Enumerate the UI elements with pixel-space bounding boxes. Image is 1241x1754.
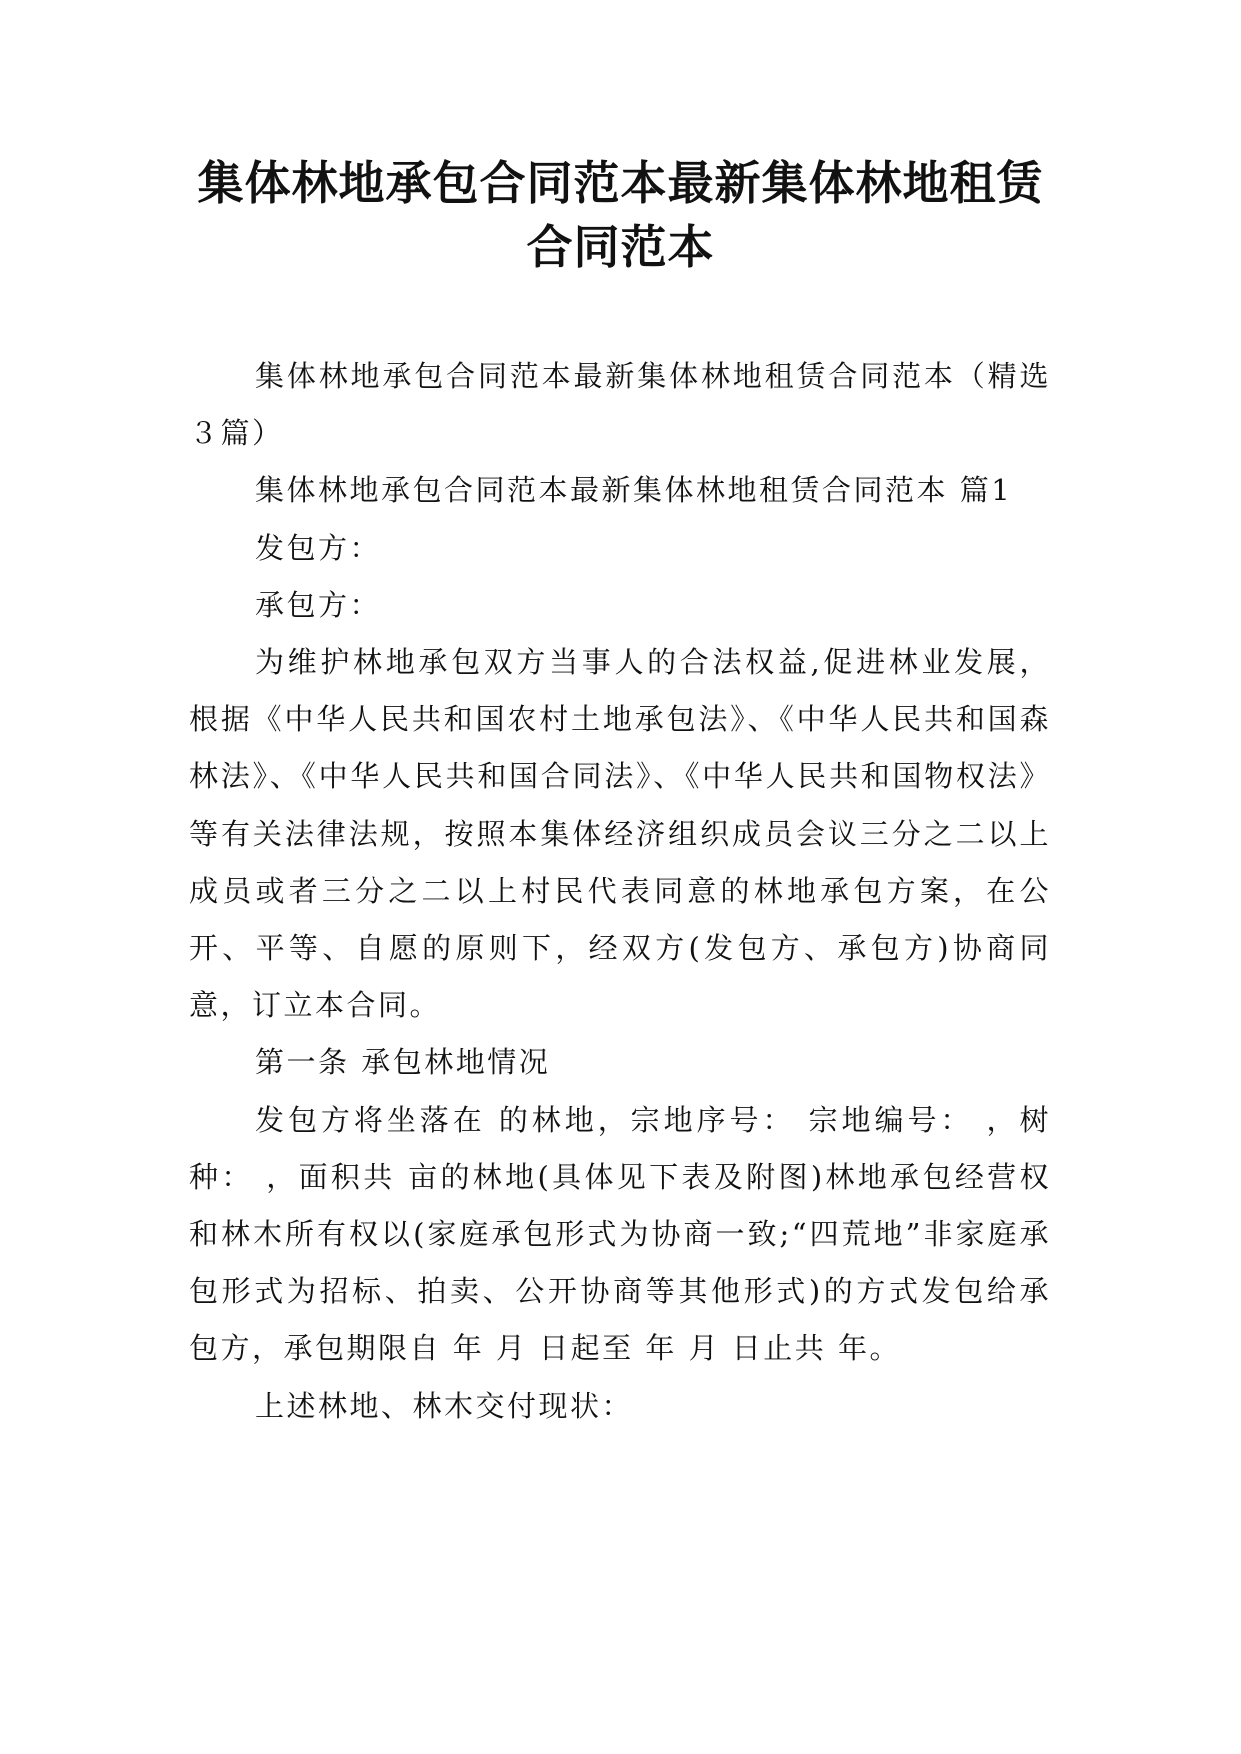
paragraph-party-a: 发包方： — [255, 530, 382, 565]
paragraph-party-b: 承包方： — [255, 587, 382, 622]
paragraph-intro: 集体林地承包合同范本最新集体林地租赁合同范本（精选３篇） — [189, 359, 1051, 451]
paragraph-article-1-body: 发包方将坐落在 的林地，宗地序号： 宗地编号： ，树种： ，面积共 亩的林地(具体见下表及附图)林地承包经营权和林木所有权以(家庭承包形式为协商一致;“四荒地”非家庭承包形式为招标、拍卖、公开协商等其他形式)的方式发包给承包方，承包期限自 年 月 日起至 年 月 日止共 年。 — [189, 1102, 1051, 1366]
document-title-line-1: 集体林地承包合同范本最新集体林地租赁 — [197, 156, 1044, 210]
paragraph-preamble: 为维护林地承包双方当事人的合法权益,促进林业发展，根据《中华人民共和国农村土地承包法》、《中华人民共和国森林法》、《中华人民共和国合同法》、《中华人民共和国物权法》等有关法律法规，按照本集体经济组织成员会议三分之二以上成员或者三分之二以上村民代表同意的林地承包方案，在公开、平等、自愿的原则下，经双方(发包方、承包方)协商同意，订立本合同。 — [189, 645, 1051, 1023]
document-body — [189, 348, 1051, 1435]
document-title-line-2: 合同范本 — [526, 220, 715, 274]
paragraph-section-heading: 集体林地承包合同范本最新集体林地租赁合同范本 篇1 — [255, 473, 1013, 508]
paragraph-article-1-heading: 第一条 承包林地情况 — [255, 1045, 551, 1080]
paragraph-delivery-status: 上述林地、林木交付现状： — [255, 1388, 634, 1423]
